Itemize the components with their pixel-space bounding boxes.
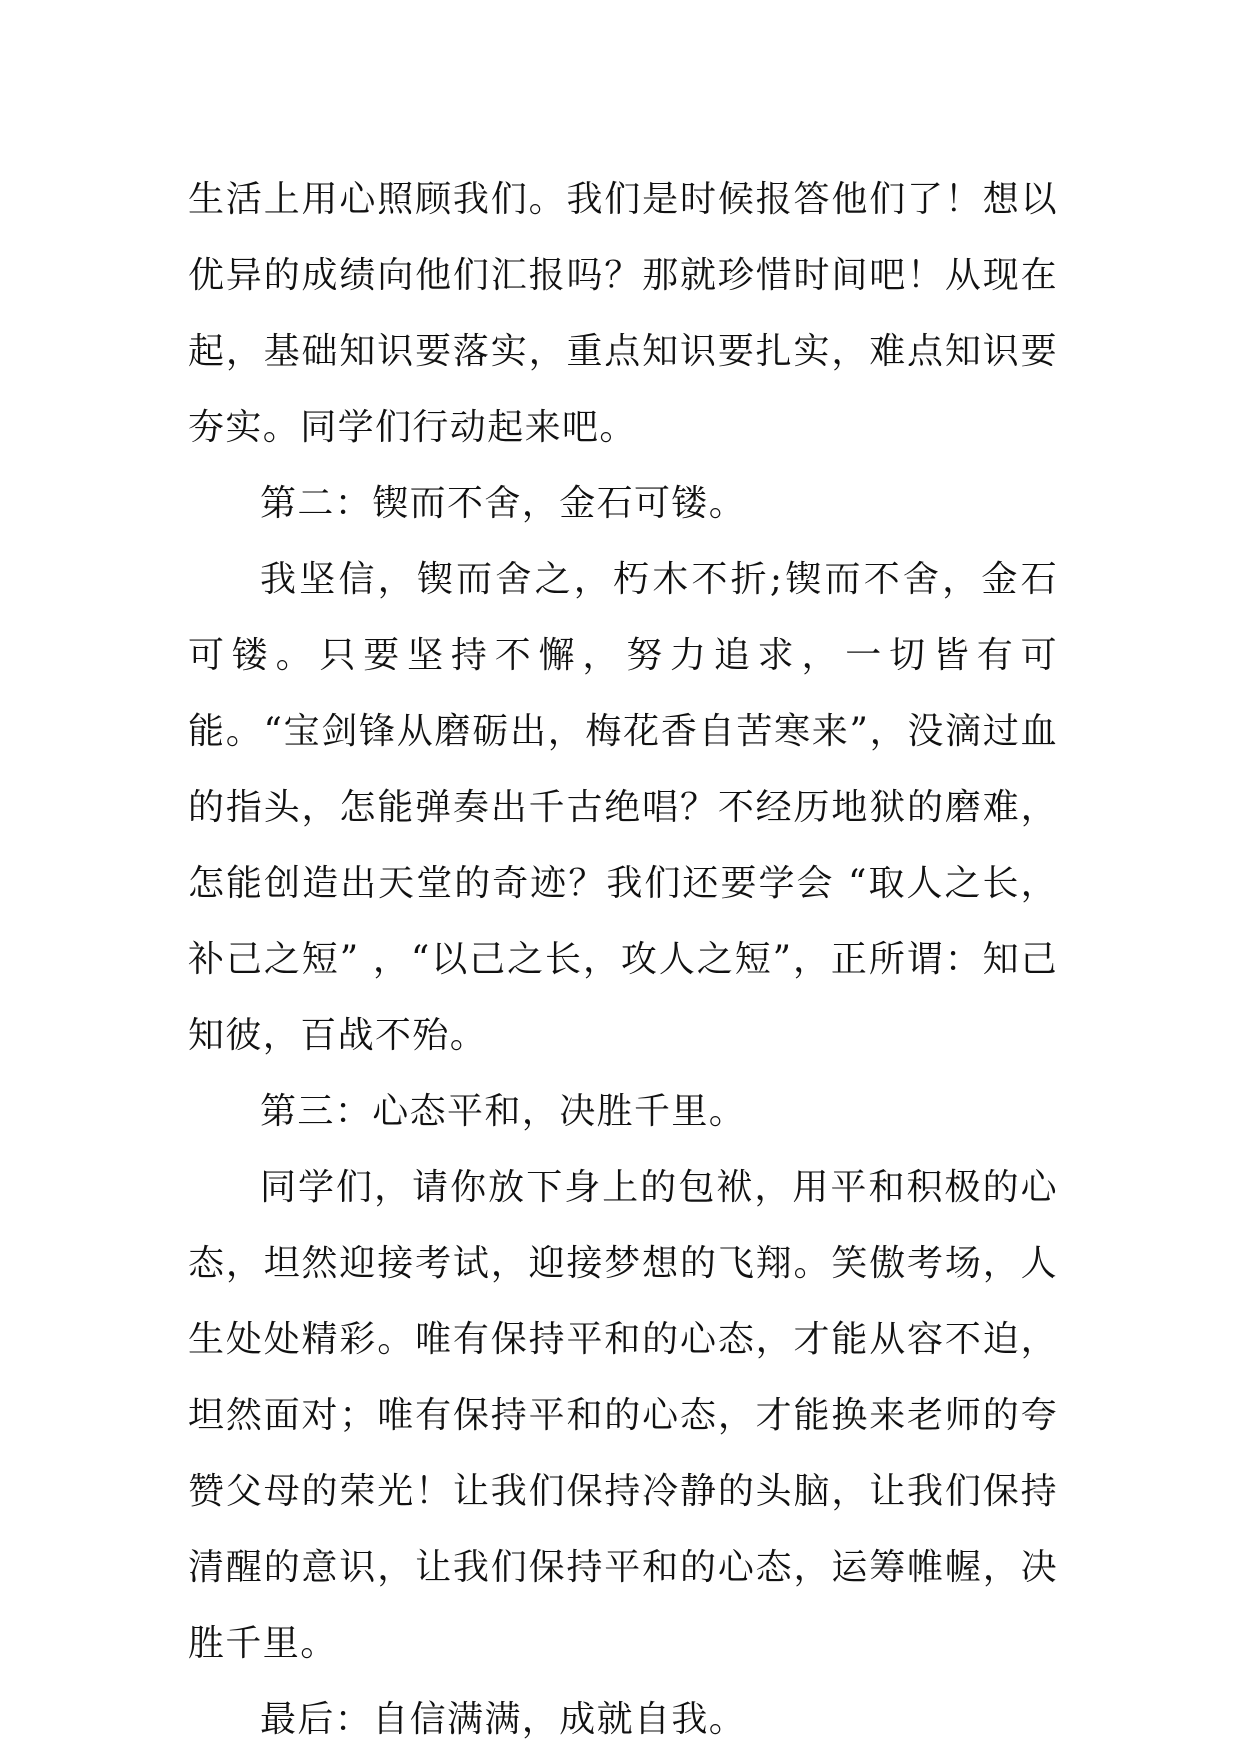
document-body <box>188 162 1058 1758</box>
paragraph-continuation: 生活上用心照顾我们。我们是时候报答他们了！想以优异的成绩向他们汇报吗？那就珍惜时间吧！从现在起，基础知识要落实，重点知识要扎实，难点知识要夯实。同学们行动起来吧。 <box>188 179 1058 448</box>
heading-second-point: 第二：锲而不舍，金石可镂。 <box>260 483 747 524</box>
heading-third-point: 第三：心态平和，决胜千里。 <box>260 1091 747 1132</box>
heading-final-point: 最后：自信满满，成就自我。 <box>260 1699 747 1740</box>
paragraph-perseverance: 我坚信，锲而舍之，朽木不折;锲而不舍，金石可镂。只要坚持不懈，努力追求，一切皆有可能。“宝剑锋从磨砺出，梅花香自苦寒来”，没滴过血的指头，怎能弹奏出千古绝唱？不经历地狱的磨难，怎能创造出天堂的奇迹？我们还要学会 “取人之长，补己之短” ，“以己之长，攻人之短”，正所谓：知己知彼，百战不殆。 <box>188 559 1058 1056</box>
paragraph-calm-mindset: 同学们，请你放下身上的包袱，用平和积极的心态，坦然迎接考试，迎接梦想的飞翔。笑傲考场，人生处处精彩。唯有保持平和的心态，才能从容不迫，坦然面对；唯有保持平和的心态，才能换来老师的夸赞父母的荣光！让我们保持冷静的头脑，让我们保持清醒的意识，让我们保持平和的心态，运筹帷幄，决胜千里。 <box>188 1167 1058 1664</box>
